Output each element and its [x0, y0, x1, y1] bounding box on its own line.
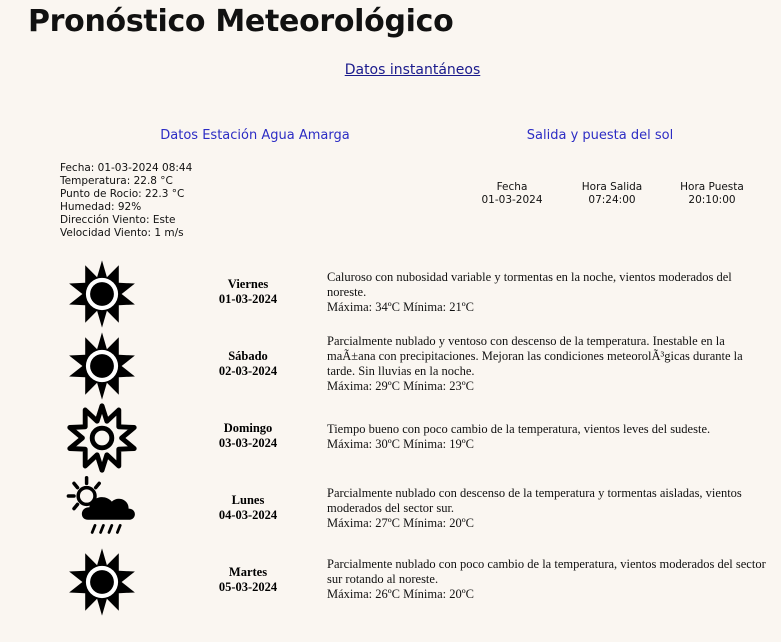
forecast-day	[0, 402, 781, 474]
forecast-temperatures: Máxima: 29ºC Mínima: 23ºC	[327, 379, 474, 393]
forecast-description	[327, 334, 767, 394]
forecast-summary: Tiempo bueno con poco cambio de la temperatura, vientos leves del sudeste.	[327, 422, 711, 436]
forecast-day	[0, 546, 781, 618]
forecast-day-name: Domingo	[223, 421, 273, 435]
page-title: Pronóstico Meteorológico	[28, 4, 454, 39]
forecast-day-date: 05-03-2024	[218, 580, 278, 594]
forecast-description	[327, 422, 767, 452]
forecast-summary: Parcialmente nublado y ventoso con descenso de la temperatura. Inestable en la maÃ±ana con precipitaciones. Mejoran las condiciones meteorolÃ³gicas durante la tarde. Sin lluvias en la noche.	[327, 334, 743, 378]
sun-header-sunrise: Hora Salida	[581, 181, 643, 193]
forecast-summary: Parcialmente nublado con descenso de la temperatura y tormentas aisladas, vientos moderados del sector sur.	[327, 486, 742, 515]
forecast-day-label	[198, 349, 298, 379]
forecast-day-name: Viernes	[227, 277, 269, 291]
sun-value-sunrise: 07:24:00	[588, 194, 636, 206]
station-data	[60, 162, 192, 240]
forecast-description	[327, 557, 767, 602]
station-date: Fecha: 01-03-2024 08:44	[60, 162, 193, 174]
station-humidity: Humedad: 92%	[60, 201, 142, 213]
forecast-day-name: Martes	[228, 565, 268, 579]
forecast-summary: Caluroso con nubosidad variable y tormentas en la noche, vientos moderados del noreste.	[327, 270, 732, 299]
forecast-temperatures: Máxima: 34ºC Mínima: 21ºC	[327, 300, 474, 314]
station-wind-speed: Velocidad Viento: 1 m/s	[60, 227, 184, 239]
forecast-day-date: 02-03-2024	[218, 364, 278, 378]
sun-icon	[66, 331, 138, 401]
sun-outline-icon	[66, 403, 138, 473]
instant-data-link[interactable]: Datos instantáneos	[344, 62, 481, 78]
forecast-day-label	[198, 421, 298, 451]
station-dew-point: Punto de Rocio: 22.3 °C	[60, 188, 185, 200]
sun-table-header-row	[462, 181, 762, 194]
forecast-day-name: Sábado	[228, 349, 268, 363]
station-wind-direction: Dirección Viento: Este	[60, 214, 176, 226]
forecast-day	[0, 330, 781, 402]
station-heading: Datos Estación Agua Amarga	[160, 128, 350, 143]
forecast-day-label	[198, 493, 298, 523]
forecast-temperatures: Máxima: 30ºC Mínima: 19ºC	[327, 437, 474, 451]
forecast-summary: Parcialmente nublado con poco cambio de la temperatura, vientos moderados del sector sur rotando al noreste.	[327, 557, 766, 586]
sun-header-sunset: Hora Puesta	[680, 181, 744, 193]
station-temperature: Temperatura: 22.8 °C	[60, 175, 173, 187]
forecast-day-name: Lunes	[231, 493, 265, 507]
sun-heading: Salida y puesta del sol	[526, 128, 674, 143]
sun-icon	[66, 259, 138, 329]
forecast-day-date: 01-03-2024	[218, 292, 278, 306]
sun-table-value-row	[462, 194, 762, 207]
sun-cloud-rain-icon	[66, 475, 138, 545]
forecast-day	[0, 474, 781, 546]
sun-header-date: Fecha	[496, 181, 528, 193]
sun-value-sunset: 20:10:00	[688, 194, 736, 206]
sun-value-date: 01-03-2024	[481, 194, 543, 206]
forecast-description	[327, 270, 767, 315]
forecast-day	[0, 258, 781, 330]
forecast-day-label	[198, 565, 298, 595]
forecast-temperatures: Máxima: 26ºC Mínima: 20ºC	[327, 587, 474, 601]
forecast-day-date: 03-03-2024	[218, 436, 278, 450]
forecast-temperatures: Máxima: 27ºC Mínima: 20ºC	[327, 516, 474, 530]
forecast-description	[327, 486, 767, 531]
forecast-day-date: 04-03-2024	[218, 508, 278, 522]
forecast-day-label	[198, 277, 298, 307]
sun-icon	[66, 547, 138, 617]
sun-table	[462, 181, 762, 207]
